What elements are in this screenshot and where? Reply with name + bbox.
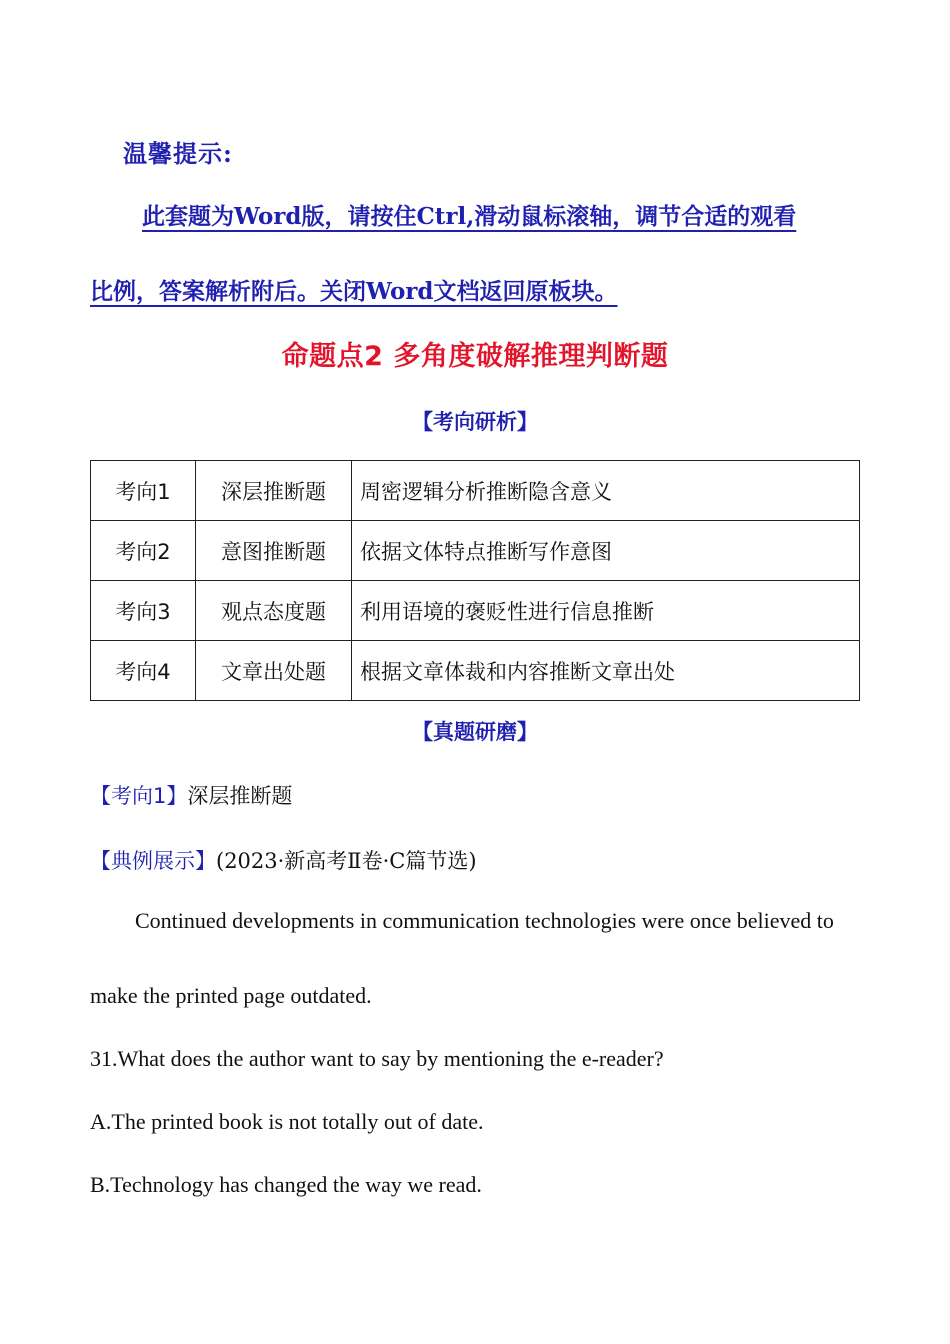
tip-line-1: 此套题为Word版，请按住Ctrl,滑动鼠标滚轴，调节合适的观看 xyxy=(142,203,797,230)
row-id: 考向1 xyxy=(91,461,196,521)
row-id: 考向2 xyxy=(91,521,196,581)
example-tag: 【典例展示】 xyxy=(90,849,216,873)
passage-line-2: make the printed page outdated. xyxy=(90,983,372,1008)
passage-line-1: Continued developments in communication technologies were once believed to xyxy=(135,908,834,933)
option-b: B.Technology has changed the way we read. xyxy=(90,1172,482,1197)
section-label-practice: 【真题研磨】 xyxy=(412,720,538,744)
tip-line-2: 比例，答案解析附后。关闭Word文档返回原板块。 xyxy=(90,278,618,305)
example-line xyxy=(90,845,477,875)
section-heading: 命题点2 多角度破解推理判断题 xyxy=(281,341,669,372)
table-row xyxy=(91,581,860,641)
row-desc: 根据文章体裁和内容推断文章出处 xyxy=(352,641,860,701)
table-row xyxy=(91,521,860,581)
row-type: 观点态度题 xyxy=(196,581,352,641)
direction-text: 深层推断题 xyxy=(187,784,293,808)
row-type: 意图推断题 xyxy=(196,521,352,581)
example-source: (2023·新高考Ⅱ卷·C篇节选) xyxy=(216,849,477,873)
direction-table xyxy=(90,460,860,701)
direction-tag: 【考向1】 xyxy=(90,784,188,808)
row-id: 考向3 xyxy=(91,581,196,641)
direction-line xyxy=(90,780,292,810)
row-type: 文章出处题 xyxy=(196,641,352,701)
table-row xyxy=(91,641,860,701)
row-id: 考向4 xyxy=(91,641,196,701)
table-row xyxy=(91,461,860,521)
row-desc: 周密逻辑分析推断隐含意义 xyxy=(352,461,860,521)
row-desc: 利用语境的褒贬性进行信息推断 xyxy=(352,581,860,641)
section-label-analysis: 【考向研析】 xyxy=(412,410,538,434)
tip-title: 温馨提示: xyxy=(123,139,233,168)
row-desc: 依据文体特点推断写作意图 xyxy=(352,521,860,581)
row-type: 深层推断题 xyxy=(196,461,352,521)
option-a: A.The printed book is not totally out of date. xyxy=(90,1109,484,1134)
question-stem: 31.What does the author want to say by mentioning the e-reader? xyxy=(90,1046,664,1071)
